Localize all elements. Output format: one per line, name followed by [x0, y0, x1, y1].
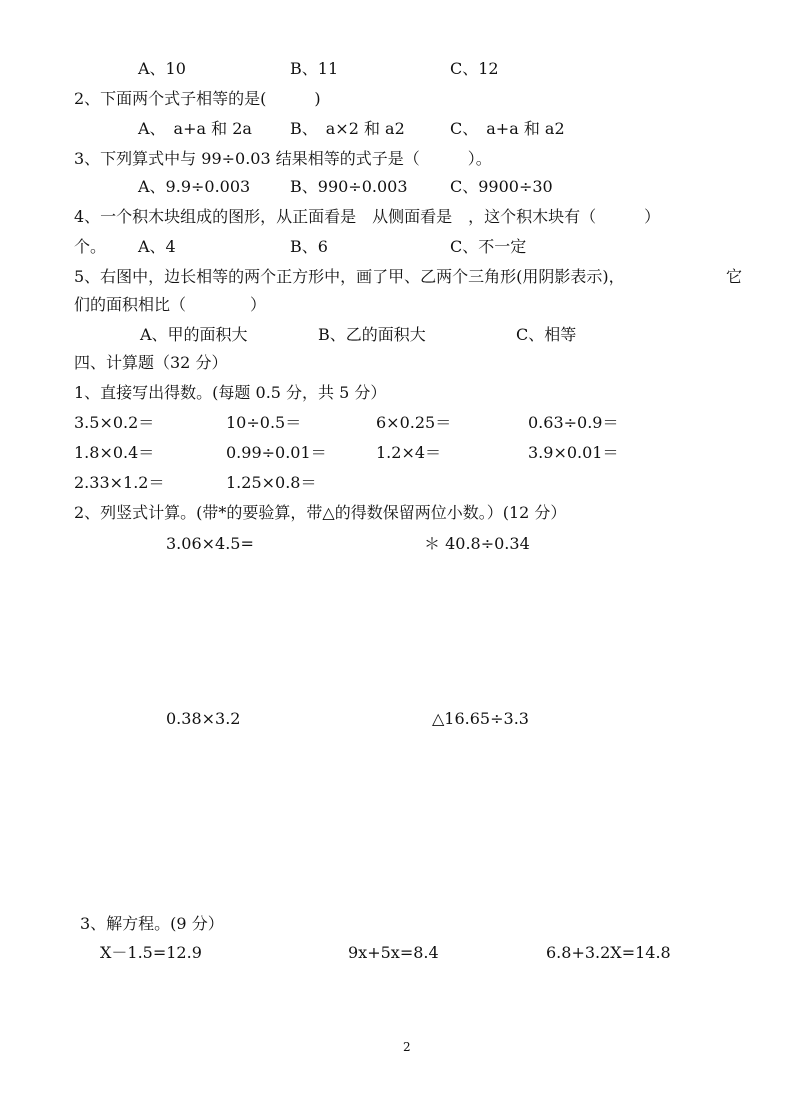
q5-stem-tail: 它 — [726, 267, 743, 286]
q4-option-b: B、6 — [290, 237, 328, 256]
q5-option-b: B、乙的面积大 — [318, 325, 426, 344]
q3-stem: 3、下列算式中与 99÷0.03 结果相等的式子是（ ）。 — [74, 149, 492, 168]
oral-calc-item: 0.63÷0.9＝ — [528, 413, 619, 432]
q2-option-b: B、 a×2 和 a2 — [290, 119, 405, 138]
q1-option-c: C、12 — [450, 59, 499, 78]
oral-calc-item: 6×0.25＝ — [376, 413, 452, 432]
q3-option-c: C、9900÷30 — [450, 177, 553, 196]
section-title: 四、计算题（32 分） — [74, 353, 228, 372]
oral-calc-item: 1.8×0.4＝ — [74, 443, 155, 462]
q4-stem-line2: 个。 — [74, 237, 107, 256]
vertical-calc-item: △16.65÷3.3 — [432, 709, 529, 728]
oral-calc-item: 1.25×0.8＝ — [226, 473, 317, 492]
equation-item: 9x+5x=8.4 — [348, 943, 439, 962]
q2-option-a: A、 a+a 和 2a — [138, 119, 252, 138]
equation-item: 6.8+3.2X=14.8 — [546, 943, 671, 962]
q1-option-a: A、10 — [138, 59, 186, 78]
part2-title: 2、列竖式计算。(带*的要验算，带△的得数保留两位小数。）(12 分） — [74, 503, 567, 522]
equation-item: X－1.5=12.9 — [100, 943, 202, 962]
oral-calc-item: 0.99÷0.01＝ — [226, 443, 327, 462]
q3-option-b: B、990÷0.003 — [290, 177, 408, 196]
vertical-calc-item: 0.38×3.2 — [166, 709, 241, 728]
page-number: 2 — [403, 1040, 411, 1054]
q2-stem: 2、下面两个式子相等的是( ) — [74, 89, 321, 108]
q5-option-c: C、相等 — [516, 325, 577, 344]
q4-stem: 4、一个积木块组成的图形，从正面看是 从侧面看是 ，这个积木块有（ ） — [74, 207, 661, 226]
q5-stem-line2: 们的面积相比（ ） — [74, 295, 267, 314]
oral-calc-item: 3.9×0.01＝ — [528, 443, 619, 462]
oral-calc-item: 3.5×0.2＝ — [74, 413, 155, 432]
part3-title: 3、解方程。(9 分） — [80, 914, 224, 933]
oral-calc-item: 1.2×4＝ — [376, 443, 442, 462]
q1-option-b: B、11 — [290, 59, 339, 78]
q5-stem: 5、右图中，边长相等的两个正方形中，画了甲、乙两个三角形(用阴影表示)， — [74, 267, 625, 286]
vertical-calc-item: ＊ 40.8÷0.34 — [424, 534, 530, 553]
vertical-calc-item: 3.06×4.5= — [166, 534, 254, 553]
q3-option-a: A、9.9÷0.003 — [138, 177, 251, 196]
part1-title: 1、直接写出得数。(每题 0.5 分，共 5 分） — [74, 383, 387, 402]
q4-option-c: C、不一定 — [450, 237, 527, 256]
q5-option-a: A、甲的面积大 — [140, 325, 248, 344]
q2-option-c: C、 a+a 和 a2 — [450, 119, 565, 138]
q4-option-a: A、4 — [138, 237, 176, 256]
oral-calc-item: 10÷0.5＝ — [226, 413, 302, 432]
oral-calc-item: 2.33×1.2＝ — [74, 473, 165, 492]
